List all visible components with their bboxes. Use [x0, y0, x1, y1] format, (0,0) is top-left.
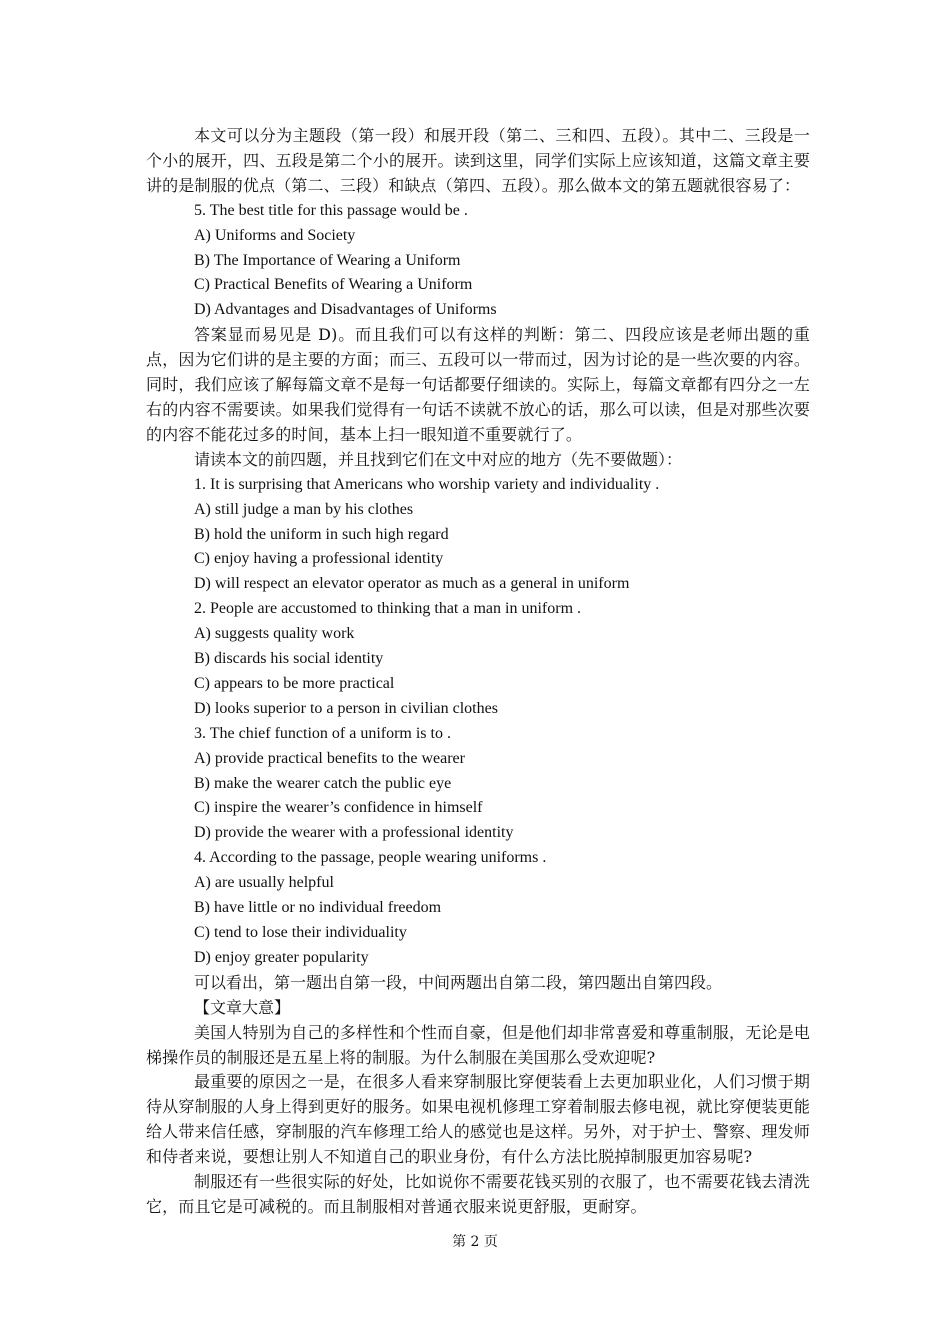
question-4-option-d: D) enjoy greater popularity	[194, 948, 369, 966]
question-1	[146, 473, 810, 598]
section-heading: 【文章大意】	[194, 997, 291, 1017]
question-4	[146, 846, 810, 971]
question-1-option-a: A) still judge a man by his clothes	[194, 500, 414, 518]
question-1-option-d: D) will respect an elevator operator as much as a general in uniform	[194, 575, 630, 593]
answer-paragraph: 答案显而易见是 D)。而且我们可以有这样的判断：第二、四段应该是老师出题的重点，因为它们讲的是主要的方面；而三、五段可以一带而过，因为讨论的是一些次要的内容。同时，我们应该了解每篇文章不是每一句话都要仔细读的。实际上，每篇文章都有四分之一左右的内容不需要读。如果我们觉得有一句话不读就不放心的话，那么可以读，但是对那些次要的内容不能花过多的时间，基本上扫一眼知道不重要就行了。	[146, 325, 810, 444]
question-1-option-b: B) hold the uniform in such high regard	[194, 525, 449, 543]
question-5-option-d: D) Advantages and Disadvantages of Uniforms	[194, 301, 497, 319]
summary-paragraph-1: 美国人特别为自己的多样性和个性而自豪，但是他们却非常喜爱和尊重制服，无论是电梯操作员的制服还是五星上将的制服。为什么制服在美国那么受欢迎呢?	[146, 1022, 810, 1067]
question-5-stem: 5. The best title for this passage would be .	[194, 201, 468, 219]
intro-paragraph: 本文可以分为主题段（第一段）和展开段（第二、三和四、五段）。其中二、三段是一个小的展开，四、五段是第二个小的展开。读到这里，同学们实际上应该知道，这篇文章主要讲的是制服的优点（第二、三段）和缺点（第四、五段）。那么做本文的第五题就很容易了：	[146, 126, 810, 195]
question-5-option-b: B) The Importance of Wearing a Uniform	[194, 251, 461, 269]
question-2-option-a: A) suggests quality work	[194, 625, 355, 643]
question-1-stem: 1. It is surprising that Americans who worship variety and individuality .	[194, 475, 660, 493]
question-2-stem: 2. People are accustomed to thinking that a man in uniform .	[194, 600, 582, 618]
page-number: 第 2 页	[452, 1234, 498, 1250]
question-3-option-c: C) inspire the wearer’s confidence in himself	[194, 799, 483, 817]
question-4-option-b: B) have little or no individual freedom	[194, 899, 442, 917]
question-3-option-a: A) provide practical benefits to the wearer	[194, 749, 465, 767]
question-5-option-c: C) Practical Benefits of Wearing a Uniform	[194, 276, 473, 294]
question-5	[146, 199, 810, 324]
question-4-option-c: C) tend to lose their individuality	[194, 924, 407, 941]
conclusion-line: 可以看出，第一题出自第一段，中间两题出自第二段，第四题出自第四段。	[194, 972, 723, 992]
question-2-option-d: D) looks superior to a person in civilian clothes	[194, 699, 498, 717]
summary-paragraph-2: 最重要的原因之一是，在很多人看来穿制服比穿便装看上去更加职业化，人们习惯于期待从穿制服的人身上得到更好的服务。如果电视机修理工穿着制服去修电视，就比穿便装更能给人带来信任感，穿制服的汽车修理工给人的感觉也是这样。另外，对于护士、警察、理发师和侍者来说，要想让别人不知道自己的职业身份，有什么方法比脱掉制服更加容易呢?	[146, 1072, 810, 1167]
question-2	[146, 597, 810, 722]
question-4-option-a: A) are usually helpful	[194, 874, 334, 892]
summary-paragraph-3: 制服还有一些很实际的好处，比如说你不需要花钱买别的衣服了，也不需要花钱去清洗它，而且它是可减税的。而且制服相对普通衣服来说更舒服，更耐穿。	[146, 1172, 810, 1216]
instruction-line: 请读本文的前四题，并且找到它们在文中对应的地方（先不要做题）：	[194, 449, 683, 469]
question-3-stem: 3. The chief function of a uniform is to .	[194, 724, 451, 742]
question-3-option-d: D) provide the wearer with a professional identity	[194, 824, 514, 842]
question-3-option-b: B) make the wearer catch the public eye	[194, 774, 452, 792]
question-3	[146, 722, 810, 847]
page-content	[146, 124, 810, 1220]
question-5-option-a: A) Uniforms and Society	[194, 226, 356, 244]
question-4-stem: 4. According to the passage, people wearing uniforms .	[194, 849, 547, 867]
question-2-option-b: B) discards his social identity	[194, 650, 384, 668]
question-2-option-c: C) appears to be more practical	[194, 674, 395, 692]
question-1-option-c: C) enjoy having a professional identity	[194, 550, 444, 568]
